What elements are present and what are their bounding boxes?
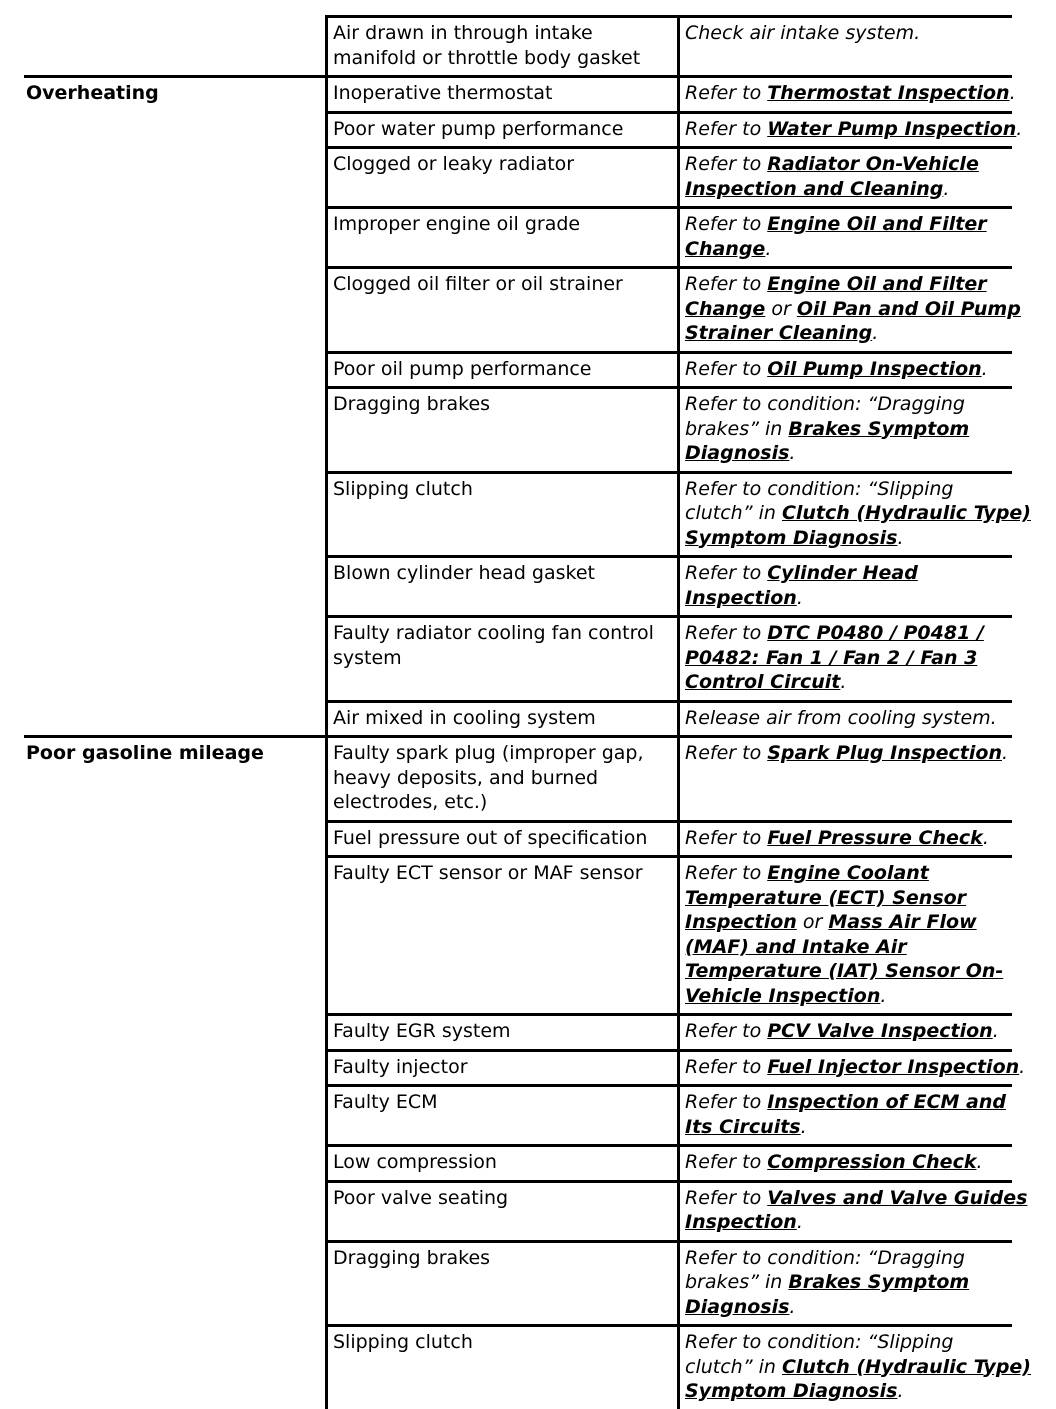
diagnosis-table-body: [24, 15, 1031, 1409]
remedy-text: .: [943, 177, 950, 200]
remedy-text: .: [897, 526, 904, 549]
remedy-cell: [677, 820, 1012, 856]
remedy-cell: [677, 700, 1012, 736]
remedy-text: Refer to: [685, 622, 768, 644]
cause-text: Dragging brakes: [333, 1246, 491, 1269]
remedy-text: Refer to condition: “Slipping: [685, 477, 954, 500]
remedy-text: .: [981, 357, 988, 380]
reference-link[interactable]: Brakes Symptom: [788, 417, 970, 440]
remedy-line: [685, 561, 1012, 586]
remedy-line: [685, 826, 1012, 851]
symptom-cell: [24, 386, 325, 471]
cause-text: Faulty spark plug (improper gap,: [333, 742, 644, 764]
remedy-text: Refer to: [685, 826, 768, 849]
symptom-cell: [24, 615, 325, 700]
cause-text: Poor oil pump performance: [333, 357, 592, 380]
remedy-text: brakes” in: [685, 417, 789, 440]
reference-link[interactable]: Engine Coolant: [767, 862, 929, 884]
cause-text: Dragging brakes: [333, 393, 491, 415]
symptom-cell: [24, 471, 325, 556]
cause-cell: [325, 15, 677, 75]
table-row: [24, 700, 1012, 736]
reference-link[interactable]: Symptom Diagnosis: [685, 526, 898, 549]
remedy-line: [685, 1019, 1012, 1044]
remedy-line: [685, 1150, 1012, 1175]
remedy-text: .: [992, 1020, 999, 1042]
table-row: [24, 555, 1012, 615]
remedy-line: [685, 670, 1012, 695]
remedy-text: Refer to: [685, 1151, 768, 1173]
remedy-text: .: [1001, 742, 1009, 764]
remedy-cell: [677, 266, 1021, 351]
reference-link[interactable]: Valves and Valve Guides: [767, 1186, 1028, 1209]
table-row: [24, 146, 1012, 206]
reference-link[interactable]: Change: [685, 237, 766, 260]
remedy-line: [685, 1090, 1012, 1115]
reference-link[interactable]: Control Circuit: [685, 671, 841, 693]
remedy-text: .: [800, 1115, 807, 1138]
remedy-cell: [677, 146, 1012, 206]
cause-text: Air mixed in cooling system: [333, 706, 596, 729]
reference-link[interactable]: Thermostat Inspection: [767, 82, 1010, 104]
remedy-cell: [677, 1240, 1012, 1325]
remedy-text: Refer to condition: “Slipping: [685, 1331, 954, 1353]
reference-link[interactable]: Strainer Cleaning: [685, 322, 873, 344]
remedy-text: .: [897, 1380, 904, 1402]
remedy-text: clutch” in: [685, 1355, 782, 1378]
remedy-line: [685, 177, 1012, 202]
remedy-text: Check air intake system.: [685, 22, 921, 44]
reference-link[interactable]: Oil Pan and Oil Pump: [796, 297, 1021, 320]
table-row: [24, 855, 1012, 1013]
remedy-cell: [677, 206, 1012, 266]
reference-link[interactable]: Vehicle Inspection: [685, 984, 881, 1007]
table-row: [24, 351, 1012, 387]
reference-link[interactable]: Temperature (ECT) Sensor: [685, 886, 967, 909]
cause-text: Faulty ECT sensor or MAF sensor: [333, 862, 643, 884]
cause-text: electrodes, etc.): [333, 791, 488, 813]
remedy-line: [685, 1210, 1012, 1235]
cause-cell: [325, 1013, 677, 1049]
symptom-cell: [24, 111, 325, 147]
cause-cell: [325, 471, 677, 556]
remedy-text: Refer to condition: “Dragging: [685, 1246, 965, 1269]
remedy-line: [685, 152, 1012, 177]
remedy-cell: [677, 75, 1016, 111]
table-row: [24, 1049, 1012, 1085]
cause-text: Poor water pump performance: [333, 117, 624, 140]
cause-text: Inoperative thermostat: [333, 82, 553, 104]
reference-link[interactable]: Diagnosis: [685, 442, 790, 464]
reference-link[interactable]: Clutch (Hydraulic Type): [781, 502, 1031, 524]
remedy-line: [685, 741, 1012, 766]
table-row: [24, 1084, 1012, 1144]
table-row: [24, 1240, 1012, 1325]
remedy-line: [685, 212, 1012, 237]
remedy-text: Refer to: [685, 1091, 768, 1113]
reference-link[interactable]: Its Circuits: [685, 1115, 801, 1138]
cause-cell: [325, 735, 677, 820]
remedy-text: .: [982, 826, 989, 849]
cause-text: Faulty ECM: [333, 1091, 438, 1113]
table-row: [24, 111, 1012, 147]
symptom-cell: [24, 206, 325, 266]
symptom-cell: [24, 555, 325, 615]
symptom-cell: [24, 351, 325, 387]
cause-text: Clogged oil filter or oil strainer: [333, 273, 623, 295]
reference-link[interactable]: Fuel Pressure Check: [767, 826, 983, 849]
remedy-text: .: [1016, 117, 1023, 140]
remedy-line: [685, 1355, 1031, 1380]
cause-cell: [325, 855, 677, 1013]
table-row: [24, 1144, 1012, 1180]
remedy-text: Refer to: [685, 273, 768, 295]
cause-cell: [325, 1324, 677, 1409]
symptom-cell: [24, 700, 325, 736]
reference-link[interactable]: Symptom Diagnosis: [685, 1380, 898, 1402]
remedy-line: [685, 501, 1031, 526]
table-row: [24, 820, 1012, 856]
remedy-text: or: [765, 297, 797, 320]
remedy-line: [685, 935, 1012, 960]
cause-text: heavy deposits, and burned: [333, 766, 599, 789]
table-row: [24, 266, 1012, 351]
remedy-line: [685, 237, 1012, 262]
reference-link[interactable]: Inspection: [685, 586, 797, 609]
table-row: [24, 615, 1012, 700]
remedy-line: [685, 526, 1012, 551]
remedy-cell: [677, 555, 1012, 615]
remedy-cell: [677, 1084, 1012, 1144]
table-row: [24, 1013, 1012, 1049]
reference-link[interactable]: Brakes Symptom: [788, 1271, 970, 1293]
cause-text: Faulty injector: [333, 1055, 468, 1078]
symptom-cell: [24, 1180, 325, 1240]
remedy-line: [685, 477, 1012, 502]
remedy-text: .: [789, 1295, 796, 1318]
reference-link[interactable]: Change: [685, 297, 766, 320]
remedy-text: .: [765, 237, 772, 260]
remedy-text: Refer to: [685, 862, 768, 884]
remedy-cell: [677, 1144, 1012, 1180]
cause-cell: [325, 386, 677, 471]
remedy-line: [685, 586, 1012, 611]
cause-cell: [325, 1049, 677, 1085]
cause-text: Improper engine oil grade: [333, 213, 581, 235]
remedy-text: Refer to: [685, 1020, 768, 1042]
table-row: [24, 75, 1012, 111]
reference-link[interactable]: PCV Valve Inspection: [767, 1020, 993, 1042]
remedy-cell: [677, 1180, 1028, 1240]
cause-text: Poor valve seating: [333, 1186, 509, 1209]
remedy-text: brakes” in: [685, 1271, 789, 1293]
symptom-cell: [24, 266, 325, 351]
symptom-cell: [24, 15, 325, 75]
reference-link[interactable]: Compression Check: [767, 1151, 977, 1173]
table-row: [24, 471, 1012, 556]
remedy-line: [685, 1270, 1012, 1295]
remedy-cell: [677, 386, 1012, 471]
reference-link[interactable]: Oil Pump Inspection: [767, 357, 982, 380]
remedy-cell: [677, 15, 1012, 75]
reference-link[interactable]: Engine Oil and Filter: [767, 273, 987, 295]
symptom-cell: [24, 855, 325, 1013]
remedy-text: Refer to: [685, 742, 768, 764]
remedy-line: [685, 1115, 1012, 1140]
cause-text: Clogged or leaky radiator: [333, 153, 575, 175]
remedy-line: [685, 886, 1012, 911]
reference-link[interactable]: Radiator On-Vehicle: [767, 153, 979, 175]
remedy-cell: [677, 1013, 1012, 1049]
cause-text: Low compression: [333, 1151, 497, 1173]
remedy-line: [685, 357, 1012, 382]
cause-cell: [325, 146, 677, 206]
reference-link[interactable]: Inspection of ECM and: [767, 1091, 1007, 1113]
cause-text: Air drawn in through intake: [333, 22, 593, 44]
cause-text: Slipping clutch: [333, 477, 473, 500]
remedy-text: .: [840, 671, 847, 693]
remedy-text: Refer to: [685, 1186, 768, 1209]
remedy-cell: [677, 855, 1012, 1013]
symptom-cell: [24, 1049, 325, 1085]
remedy-text: Refer to: [685, 562, 768, 584]
remedy-line: [685, 959, 1012, 984]
reference-link[interactable]: Cylinder Head: [767, 562, 918, 584]
cause-cell: [325, 206, 677, 266]
remedy-line: [685, 117, 1023, 142]
remedy-line: [685, 621, 1012, 646]
cause-text: manifold or throttle body gasket: [333, 46, 641, 69]
symptom-cell: Overheating: [24, 75, 325, 111]
remedy-cell: [677, 1049, 1026, 1085]
cause-cell: [325, 615, 677, 700]
reference-link[interactable]: (MAF) and Intake Air: [685, 935, 907, 958]
table-row: [24, 1324, 1012, 1409]
cause-text: Fuel pressure out of specification: [333, 826, 648, 849]
cause-cell: [325, 1180, 677, 1240]
remedy-line: [685, 646, 1012, 671]
remedy-line: [685, 21, 1012, 46]
remedy-text: .: [880, 984, 887, 1007]
reference-link[interactable]: Water Pump Inspection: [767, 117, 1017, 140]
reference-link[interactable]: Fuel Injector Inspection: [767, 1055, 1020, 1078]
remedy-text: Refer to: [685, 117, 768, 140]
remedy-line: [685, 272, 1012, 297]
remedy-text: .: [1019, 1055, 1026, 1078]
remedy-cell: [677, 735, 1012, 820]
cause-cell: [325, 700, 677, 736]
cause-text: Blown cylinder head gasket: [333, 562, 595, 584]
remedy-line: [685, 1379, 1012, 1404]
symptom-cell: [24, 1013, 325, 1049]
reference-link[interactable]: Inspection and Cleaning: [685, 177, 944, 200]
diagnosis-table: [24, 15, 1031, 1409]
remedy-line: [685, 1055, 1026, 1080]
reference-link[interactable]: Inspection: [685, 911, 797, 933]
remedy-cell: [677, 471, 1031, 556]
table-row: [24, 1180, 1012, 1240]
cause-text: system: [333, 646, 402, 669]
remedy-text: clutch” in: [685, 502, 782, 524]
remedy-text: .: [872, 322, 879, 344]
reference-link[interactable]: DTC P0480 / P0481 /: [767, 622, 984, 644]
remedy-text: Refer to condition: “Dragging: [685, 393, 965, 415]
reference-link[interactable]: Mass Air Flow: [828, 911, 977, 933]
remedy-text: Refer to: [685, 153, 768, 175]
cause-cell: [325, 351, 677, 387]
symptom-cell: [24, 1324, 325, 1409]
remedy-text: .: [789, 442, 796, 464]
reference-link[interactable]: Clutch (Hydraulic Type): [781, 1355, 1031, 1378]
remedy-line: [685, 984, 1012, 1009]
remedy-text: Refer to: [685, 82, 768, 104]
cause-cell: [325, 820, 677, 856]
remedy-text: .: [1009, 82, 1016, 104]
symptom-cell: [24, 1240, 325, 1325]
remedy-text: .: [796, 586, 803, 609]
symptom-cell: [24, 820, 325, 856]
remedy-line: [685, 392, 1012, 417]
remedy-line: [685, 1246, 1012, 1271]
reference-link[interactable]: Temperature (IAT) Sensor On-: [685, 960, 1004, 982]
remedy-text: Release air from cooling system.: [685, 706, 997, 729]
cause-text: Slipping clutch: [333, 1331, 473, 1353]
remedy-cell: [677, 615, 1012, 700]
cause-cell: [325, 1084, 677, 1144]
cause-cell: [325, 1240, 677, 1325]
cause-cell: [325, 555, 677, 615]
reference-link[interactable]: Diagnosis: [685, 1295, 790, 1318]
cause-text: Faulty EGR system: [333, 1020, 511, 1042]
remedy-line: [685, 321, 1012, 346]
symptom-cell: Poor gasoline mileage: [24, 735, 325, 820]
reference-link[interactable]: P0482: Fan 1 / Fan 2 / Fan 3: [685, 646, 978, 669]
remedy-text: Refer to: [685, 213, 768, 235]
remedy-line: [685, 81, 1016, 106]
remedy-line: [685, 1295, 1012, 1320]
remedy-line: [685, 1186, 1028, 1211]
cause-text: Faulty radiator cooling fan control: [333, 622, 654, 644]
symptom-cell: [24, 1144, 325, 1180]
remedy-cell: [677, 1324, 1031, 1409]
symptom-cell: [24, 1084, 325, 1144]
symptom-cell: [24, 146, 325, 206]
table-row: [24, 386, 1012, 471]
reference-link[interactable]: Inspection: [685, 1211, 797, 1233]
cause-cell: [325, 75, 677, 111]
remedy-line: [685, 417, 1012, 442]
remedy-text: Refer to: [685, 357, 768, 380]
remedy-text: .: [976, 1151, 983, 1173]
remedy-line: [685, 910, 1012, 935]
cause-cell: [325, 1144, 677, 1180]
remedy-text: or: [796, 911, 829, 933]
table-row: [24, 735, 1012, 820]
cause-cell: [325, 266, 677, 351]
remedy-text: Refer to: [685, 1055, 768, 1078]
remedy-line: [685, 861, 1012, 886]
remedy-cell: [677, 351, 1012, 387]
remedy-text: .: [796, 1211, 803, 1233]
table-row: [24, 15, 1012, 75]
reference-link[interactable]: Engine Oil and Filter: [767, 213, 987, 235]
reference-link[interactable]: Spark Plug Inspection: [767, 742, 1002, 764]
remedy-line: [685, 297, 1021, 322]
remedy-line: [685, 706, 1012, 731]
remedy-line: [685, 441, 1012, 466]
remedy-cell: [677, 111, 1023, 147]
remedy-line: [685, 1330, 1012, 1355]
table-row: [24, 206, 1012, 266]
cause-cell: [325, 111, 677, 147]
